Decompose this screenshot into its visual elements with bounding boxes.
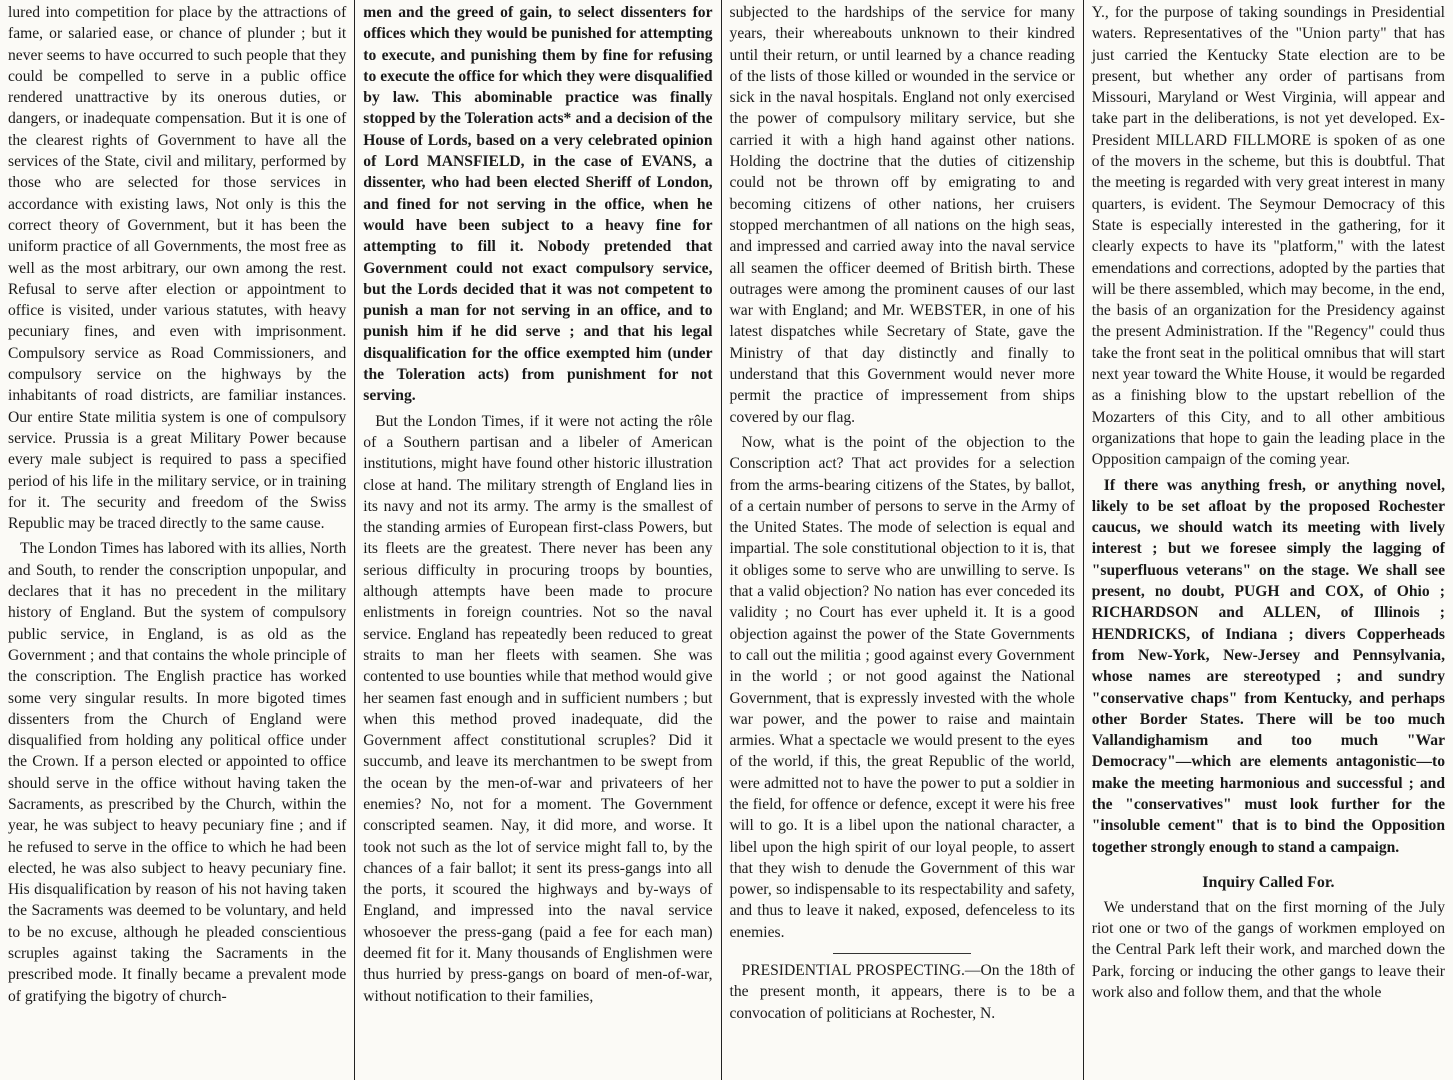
paragraph-impressment: subjected to the hardships of the service for many years, their whereabouts unknown to their kindred until their return, or until learned by a chance reading of the lists of those killed or wounded in the service or sick in the naval hospitals. England not only exercised the power of compulsory military service, but she carried it with a high hand against other nations. Holding the doctrine that the duties of citizenship could not be thrown off by emigrating to and becoming citizens of other nations, her cruisers stopped merchantmen of all nations on the high seas, and impressed and carried away into the naval service all seamen the officer deemed of British birth. These outrages were among the prominent causes of our last war with England; and Mr. WEBSTER, in one of his latest dispatches while Secretary of State, gave the Ministry of that day distinctly and finally to understand that this Government would never more permit the practice of impressement from ships covered by our flag. xyxy=(729,4,1075,426)
paragraph-compulsory-service: lured into competition for place by the attractions of fame, or salaried ease, or chance of plunder ; but it never seems to have occurred to such people that they could be compelled to serve in a public office rendered unattractive by its onerous duties, or dangers, or inadequate compensation. But it is one of the clearest rights of Government to have all the services of the State, civil and military, performed by those who are selected for those services in accordance with existing laws, Not only is this the correct theory of Government, but it has been the uniform practice of all Governments, the most free as well as the most arbitrary, our own among the rest. Refusal to serve after election or appointment to office is visited, under various statutes, with heavy pecuniary fines, and even with imprisonment. Compulsory service as Road Commissioners, and compulsory service on the highways by the inhabitants of road districts, are familiar instances. Our entire State militia system is one of compulsory service. Prussia is a great Military Power because every male subject is required to pass a specified period of his life in the military service, or in training for it. The security and freedom of the Swiss Republic may be traced directly to the same cause. xyxy=(8,4,347,533)
paragraph-rochester-caucus: If there was anything fresh, or anything novel, likely to be set afloat by the proposed Rochester caucus, we should watch its meeting with lively interest ; but we foresee simply the lagging of "superfluous veterans" on the stage. We shall see present, no doubt, PUGH and COX, of Ohio ; RICHARDSON and ALLEN, of Illinois ; HENDRICKS, of Indiana ; divers Copperheads from New-York, New-Jersey and Pennsylvania, whose names are stereotyped ; and sundry "conservative chaps" from Kentucky, and perhaps other Border States. There will be too much Vallandighamism and too much "War Democracy"—which are elements antagonistic—to make the meeting harmonious and successful ; and the "conservatives" must look further for the "insoluble cement" that is to bind the Opposition together strongly enough to stand a campaign. xyxy=(1091,476,1445,856)
paragraph-inquiry: We understand that on the first morning of the July riot one or two of the gangs of workmen employed on the Central Park left their work, and marched down the Park, forcing or inducing the other gangs to leave their work also and follow them, and that the whole xyxy=(1091,898,1445,1002)
section-divider xyxy=(833,953,971,954)
column-4 xyxy=(1084,0,1453,1080)
paragraph-rochester-convocation: Y., for the purpose of taking soundings in Presidential waters. Representatives of the "Union party" that has just carried the Kentucky State election are to be present, but whether any order of partisans from Missouri, Maryland or West Virginia, will appear and take part in the deliberations, is not yet developed. Ex-President MILLARD FILLMORE is spoken of as one of the movers in the scheme, but this is doubtful. That the meeting is regarded with very great interest in many quarters, is evident. The Seymour Democracy of this State is especially interested in the gathering, for it clearly expects to have its "platform," with the latest emendations and corrections, adopted by the parties that will be there assembled, which may become, in the end, the basis of an organization for the Presidency against the present Administration. If the "Regency" could thus take the front seat in the political omnibus that will start next year toward the White House, it would be regarded as a finishing blow to the upstart rebellion of the Mozarters of this City, and to all other ambitious organizations that hope to gain the leading place in the Opposition campaign of the coming year. xyxy=(1091,4,1445,469)
paragraph-naval-service: But the London Times, if it were not acting the rôle of a Southern partisan and a libeler of American institutions, might have found other historic illustration close at hand. The military strength of England lies in its navy and not its army. The army is the smallest of the standing armies of European first-class Powers, but its fleets are the greatest. There never has been any serious difficulty in procuring troops by bounties, although attempts have been made to procure enlistments in foreign countries. Not so the naval service. England has repeatedly been reduced to great straits to man her fleets with seamen. She was contented to use bounties while that method would give her seamen fast enough and in sufficient numbers ; but when this method proved inadequate, did the Government affect constitutional scruples? Did it succumb, and leave its merchantmen to be swept from the ocean by the men-of-war and privateers of her enemies? No, not for a moment. The Government conscripted seamen. Nay, it did more, and worse. It took not such as the lot of service might fall to, by the chances of a fair ballot; it sent its press-gangs into all the ports, it scoured the highways and by-ways of England, and impressed into the naval service whosoever the press-gang (paid a fee for each man) deemed fit for it. Many thousands of Englishmen were thus hurried by press-gangs on board of men-of-war, without notification to their families, xyxy=(363,412,713,1005)
column-1 xyxy=(0,0,354,1080)
paragraph-presidential-prospecting: PRESIDENTIAL PROSPECTING.—On the 18th of the present month, it appears, there is to be a convocation of politicians at Rochester, N. xyxy=(729,962,1075,1022)
column-2 xyxy=(355,0,720,1080)
paragraph-conscription-objection: Now, what is the point of the objection to the Conscription act? That act provides for a selection from the arms-bearing citizens of the States, by ballot, of a certain number of persons to serve in the Army of the United States. The mode of selection is equal and impartial. The sole constitutional objection to it is, that it obliges some to serve who are unwilling to serve. Is that a valid objection? No nation has ever conceded its validity ; no Court has ever upheld it. It is a good objection against the power of the State Governments to call out the militia ; good against every Government in the world ; or not good against the National Government, that is expressly invested with the whole war power, and the power to raise and maintain armies. What a spectacle we would present to the eyes of the world, if this, the great Republic of the world, were admitted not to have the power to put a soldier in the field, for offence or defence, except it were his free will to go. It is a libel upon the national character, a libel upon the high spirit of our loyal people, to assert that they wish to denude the Government of this war power, so indispensable to its respectability and safety, and thus to leave it naked, exposed, defenceless to its enemies. xyxy=(729,433,1075,941)
paragraph-toleration-acts: men and the greed of gain, to select dissenters for offices which they would be punished for attempting to execute, and punishing them by fine for refusing to execute the office for which they were disqualified by law. This abominable practice was finally stopped by the Toleration acts* and a decision of the House of Lords, based on a very celebrated opinion of Lord MANSFIELD, in the case of EVANS, a dissenter, who had been elected Sheriff of London, and fined for not serving in the office, when he would have been subject to a heavy fine for attempting to fill it. Nobody pretended that Government could not exact compulsory service, but the Lords decided that it was not competent to punish a man for not serving in an office, and to punish him if he did serve ; and that his legal disqualification for the office exempted him (under the Toleration acts) from punishment for not serving. xyxy=(363,4,713,405)
article-heading: Inquiry Called For. xyxy=(1202,873,1335,891)
column-3 xyxy=(722,0,1083,1080)
paragraph-london-times-conscription: The London Times has labored with its allies, North and South, to render the conscription unpopular, and declares that it has no precedent in the military history of England. But the system of compulsory public service, in England, is as old as the Government ; and that contains the whole principle of the conscription. The English practice has worked some very singular results. In more bigoted times dissenters from the Church of England were disqualified from holding any political office under the Crown. If a person elected or appointed to office should serve in the office without having taken the Sacraments, as prescribed by the Church, within the year, he was subject to heavy pecuniary fine ; and if he refused to serve in the office to which he had been elected, he was also subject to heavy pecuniary fine. His disqualification by reason of his not having taken the Sacraments was deemed to be voluntary, and held to be no excuse, although he pleaded conscientious scruples against taking the Sacraments in the prescribed mode. It finally became a prevalent mode of gratifying the bigotry of church- xyxy=(8,540,347,1005)
